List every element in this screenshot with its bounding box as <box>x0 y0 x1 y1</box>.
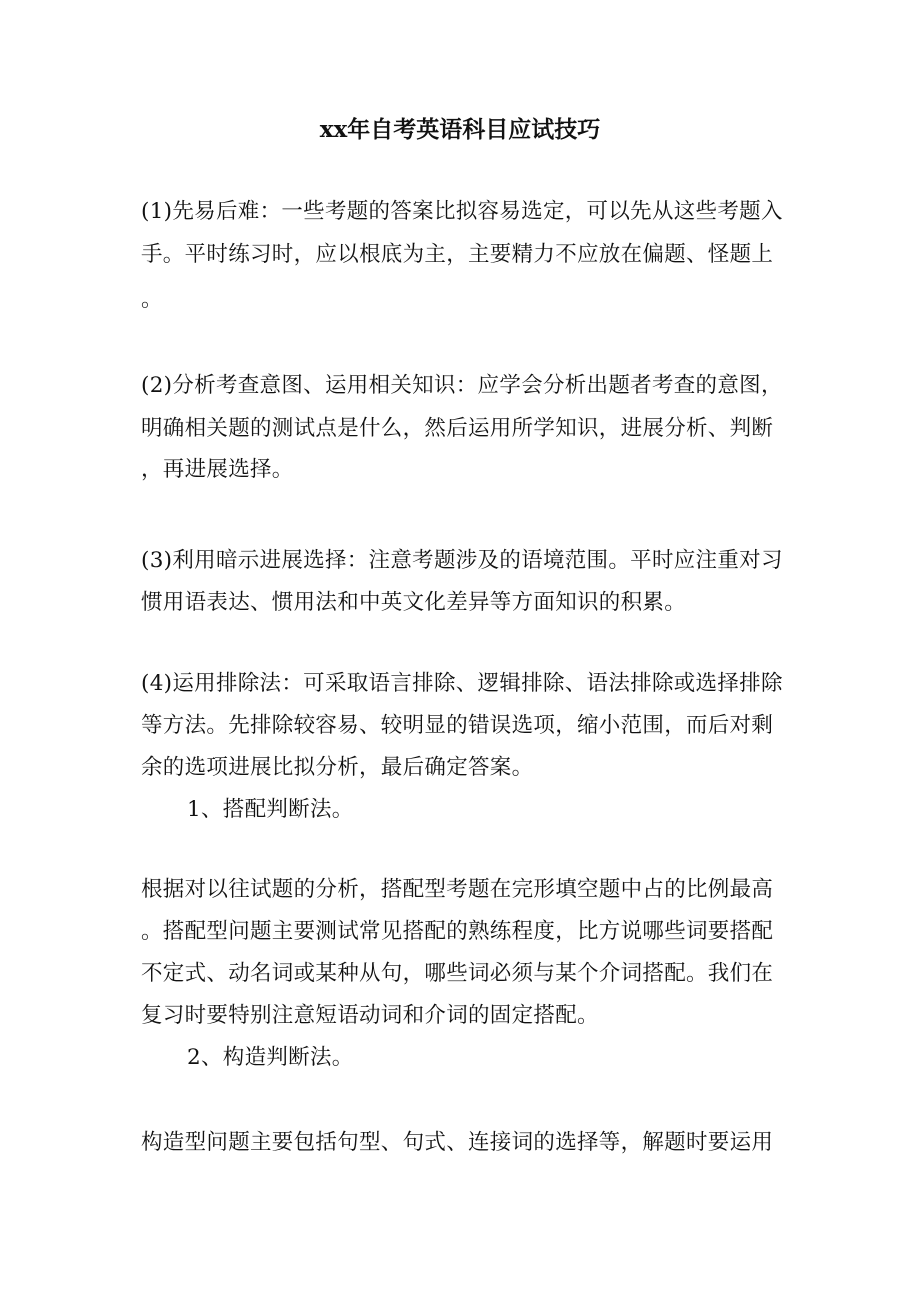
document-title: xx年自考英语科目应试技巧 <box>319 116 601 143</box>
text-line: 。 <box>141 287 163 312</box>
text-line: 明确相关题的测试点是什么，然后运用所学知识，进展分析、判断 <box>141 416 774 441</box>
text-line: 手。平时练习时，应以根底为主，主要精力不应放在偏题、怪题上 <box>141 242 774 267</box>
section-heading: 2、构造判断法。 <box>187 1045 354 1070</box>
text-line: 。搭配型问题主要测试常见搭配的熟练程度，比方说哪些词要搭配 <box>141 919 774 944</box>
text-line: 不定式、动名词或某种从句，哪些词必须与某个介词搭配。我们在 <box>141 961 774 986</box>
text-line: 惯用语表达、惯用法和中英文化差异等方面知识的积累。 <box>141 590 687 615</box>
text-line: (2)分析考查意图、运用相关知识：应学会分析出题者考查的意图， <box>141 373 783 398</box>
text-line: (3)利用暗示进展选择：注意考题涉及的语境范围。平时应注重对习 <box>141 548 783 573</box>
text-line: (4)运用排除法：可采取语言排除、逻辑排除、语法排除或选择排除 <box>141 671 783 696</box>
text-line: 复习时要特别注意短语动词和介词的固定搭配。 <box>141 1003 599 1028</box>
text-line: 余的选项进展比拟分析，最后确定答案。 <box>141 755 534 780</box>
section-heading: 1、搭配判断法。 <box>187 797 354 822</box>
text-line: 等方法。先排除较容易、较明显的错误选项，缩小范围，而后对剩 <box>141 713 774 738</box>
text-line: ，再进展选择。 <box>141 457 294 482</box>
text-line: (1)先易后难：一些考题的答案比拟容易选定，可以先从这些考题入 <box>141 199 783 224</box>
text-line: 根据对以往试题的分析，搭配型考题在完形填空题中占的比例最高 <box>141 877 774 902</box>
text-line: 构造型问题主要包括句型、句式、连接词的选择等，解题时要运用 <box>141 1130 774 1155</box>
